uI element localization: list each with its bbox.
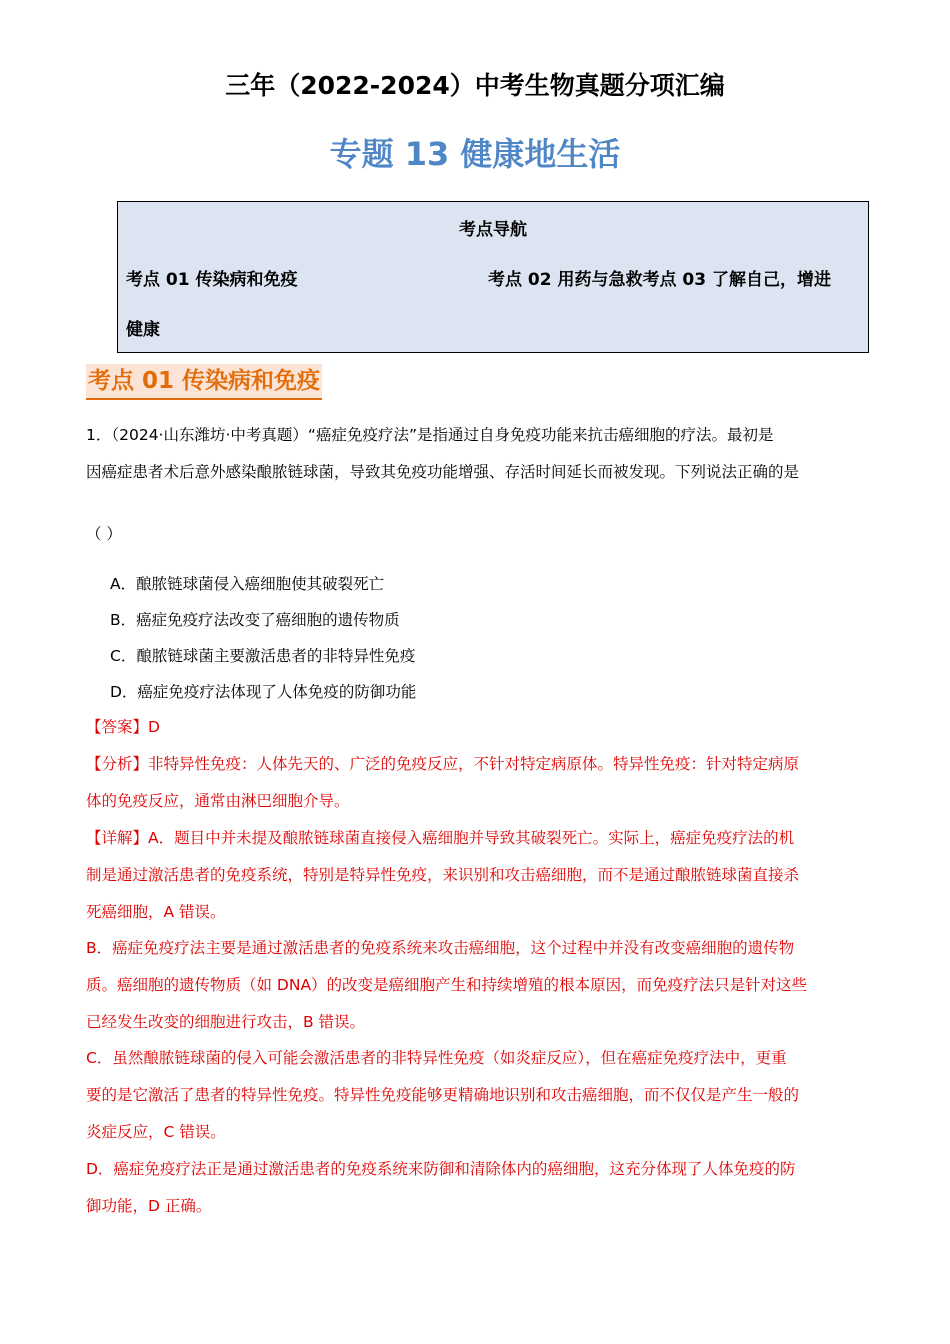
answer-line: 【答案】D <box>86 718 160 736</box>
detail-line: 御功能，D 正确。 <box>86 1197 212 1215</box>
detail-line: B．癌症免疫疗法主要是通过激活患者的免疫系统来攻击癌细胞，这个过程中并没有改变癌细胞的遗传物 <box>86 939 795 957</box>
nav-item-topic-02-03: 考点 02 用药与急救考点 03 了解自己，增进 <box>488 270 831 290</box>
detail-line: 死癌细胞，A 错误。 <box>86 903 226 921</box>
question-stem-line: 因癌症患者术后意外感染酿脓链球菌，导致其免疫功能增强、存活时间延长而被发现。下列说法正确的是 <box>86 463 800 481</box>
nav-item-topic-01: 考点 01 传染病和免疫 <box>126 270 298 290</box>
option-a: A．酿脓链球菌侵入癌细胞使其破裂死亡 <box>110 575 385 593</box>
analysis-line: 体的免疫反应，通常由淋巴细胞介导。 <box>86 792 350 810</box>
section-heading: 考点 01 传染病和免疫 <box>86 364 322 400</box>
navigation-heading: 考点导航 <box>459 220 527 240</box>
detail-line: 制是通过激活患者的免疫系统，特别是特异性免疫，来识别和攻击癌细胞，而不是通过酿脓链球菌直接杀 <box>86 866 800 884</box>
topic-title: 专题 13 健康地生活 <box>329 135 621 173</box>
question-stem-line: 1．（2024·山东潍坊·中考真题）“癌症免疫疗法”是指通过自身免疫功能来抗击癌细胞的疗法。最初是 <box>86 426 774 444</box>
detail-line: C．虽然酿脓链球菌的侵入可能会激活患者的非特异性免疫（如炎症反应），但在癌症免疫疗法中，更重 <box>86 1049 787 1067</box>
nav-item-topic-03-continued: 健康 <box>126 320 160 340</box>
document-title: 三年（2022-2024）中考生物真题分项汇编 <box>225 71 725 100</box>
option-c: C．酿脓链球菌主要激活患者的非特异性免疫 <box>110 647 416 665</box>
detail-line: 要的是它激活了患者的特异性免疫。特异性免疫能够更精确地识别和攻击癌细胞，而不仅仅是产生一般的 <box>86 1086 800 1104</box>
detail-line: 炎症反应，C 错误。 <box>86 1123 226 1141</box>
analysis-line: 【分析】非特异性免疫：人体先天的、广泛的免疫反应，不针对特定病原体。特异性免疫：针对特定病原 <box>86 755 800 773</box>
detail-line: 已经发生改变的细胞进行攻击，B 错误。 <box>86 1013 366 1031</box>
option-b: B．癌症免疫疗法改变了癌细胞的遗传物质 <box>110 611 400 629</box>
option-d: D．癌症免疫疗法体现了人体免疫的防御功能 <box>110 683 417 701</box>
detail-line: 【详解】A．题目中并未提及酿脓链球菌直接侵入癌细胞并导致其破裂死亡。实际上，癌症免疫疗法的机 <box>86 829 795 847</box>
topic-navigation-box <box>117 201 869 353</box>
detail-line: 质。癌细胞的遗传物质（如 DNA）的改变是癌细胞产生和持续增殖的根本原因，而免疫疗法只是针对这些 <box>86 976 808 994</box>
detail-line: D．癌症免疫疗法正是通过激活患者的免疫系统来防御和清除体内的癌细胞，这充分体现了人体免疫的防 <box>86 1160 796 1178</box>
answer-bracket: （ ） <box>86 525 122 543</box>
